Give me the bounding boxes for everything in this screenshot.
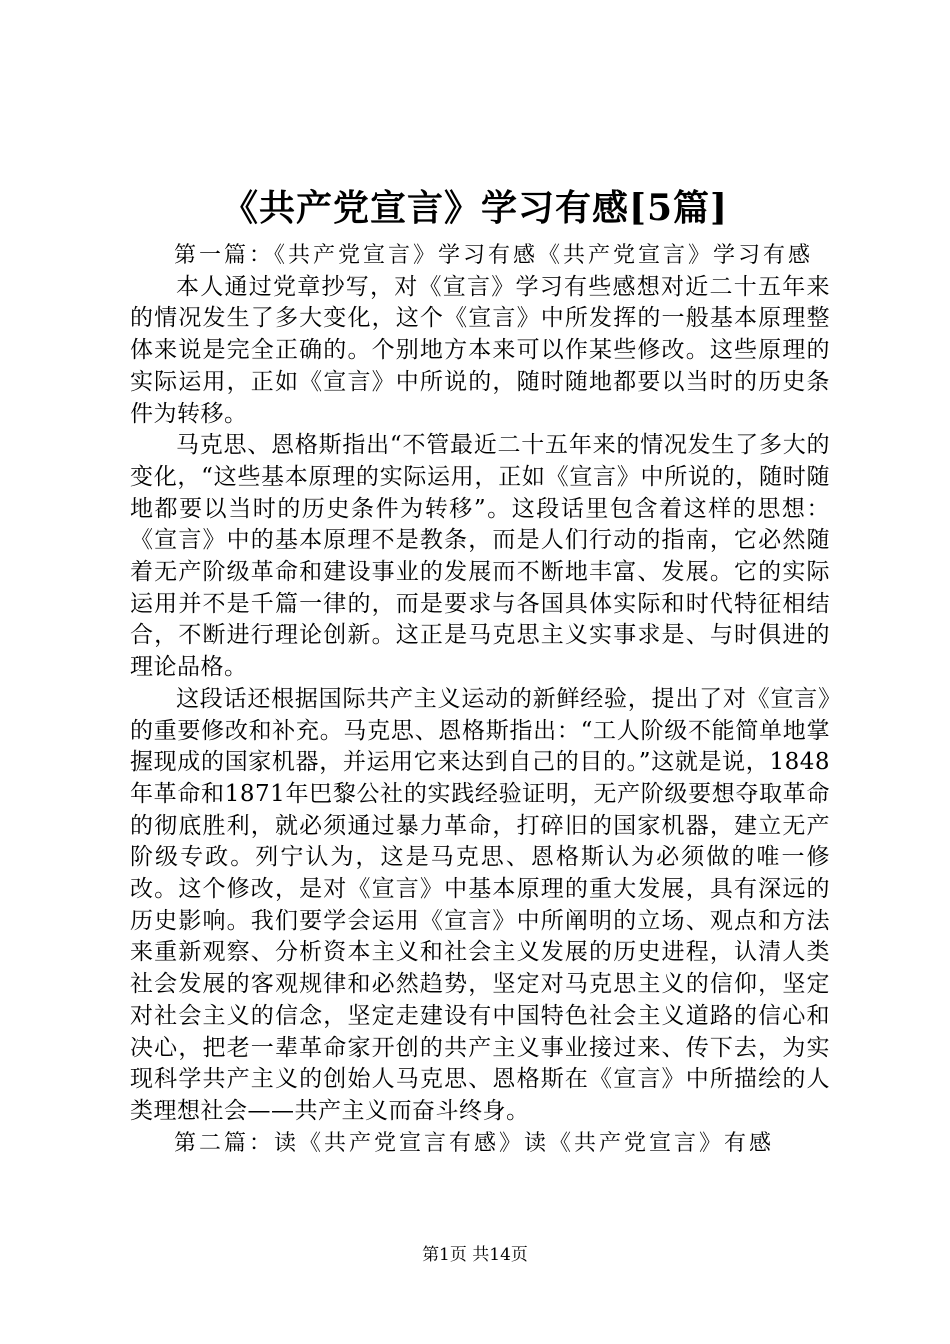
document-title: 《共产党宣言》学习有感[5篇] [221,187,729,229]
section-heading-2: 第二篇：读《共产党宣言有感》读《共产党宣言》有感 [174,1130,775,1156]
page-number-footer: 第1页 共14页 [422,1245,528,1265]
section-heading-1: 第一篇：《共产党宣言》学习有感《共产党宣言》学习有感 [174,243,814,268]
paragraph-2: 马克思、恩格斯指出“不管最近二十五年来的情况发生了多大的变化，“这些基本原理的实际运用，正如《宣言》中所说的，随时随地都要以当时的历史条件为转移”。这段话里包含着这样的思想：《宣言》中的基本原理不是教条，而是人们行动的指南，它必然随着无产阶级革命和建设事业的发展而不断地丰富、发展。它的实际运用并不是千篇一律的，而是要求与各国具体实际和时代特征相结合，不断进行理论创新。这正是马克思主义实事求是、与时俱进的理论品格。 [130,432,830,681]
paragraph-1: 本人通过党章抄写，对《宣言》学习有些感想对近二十五年来的情况发生了多大变化，这个《宣言》中所发挥的一般基本原理整体来说是完全正确的。个别地方本来可以作某些修改。这些原理的实际运用，正如《宣言》中所说的，随时随地都要以当时的历史条件为转移。 [130,273,830,427]
document-body [130,240,830,1159]
paragraph-3: 这段话还根据国际共产主义运动的新鲜经验，提出了对《宣言》的重要修改和补充。马克思、恩格斯指出：“工人阶级不能简单地掌握现成的国家机器，并运用它来达到自己的目的。”这就是说，1848年革命和1871年巴黎公社的实践经验证明，无产阶级要想夺取革命的彻底胜利，就必须通过暴力革命，打碎旧的国家机器，建立无产阶级专政。列宁认为，这是马克思、恩格斯认为必须做的唯一修改。这个修改，是对《宣言》中基本原理的重大发展，具有深远的历史影响。我们要学会运用《宣言》中所阐明的立场、观点和方法来重新观察、分析资本主义和社会主义发展的历史进程，认清人类社会发展的客观规律和必然趋势，坚定对马克思主义的信仰，坚定对社会主义的信念，坚定走建设有中国特色社会主义道路的信心和决心，把老一辈革命家开创的共产主义事业接过来、传下去，为实现科学共产主义的创始人马克思、恩格斯在《宣言》中所描绘的人类理想社会——共产主义而奋斗终身。 [130,685,830,1124]
